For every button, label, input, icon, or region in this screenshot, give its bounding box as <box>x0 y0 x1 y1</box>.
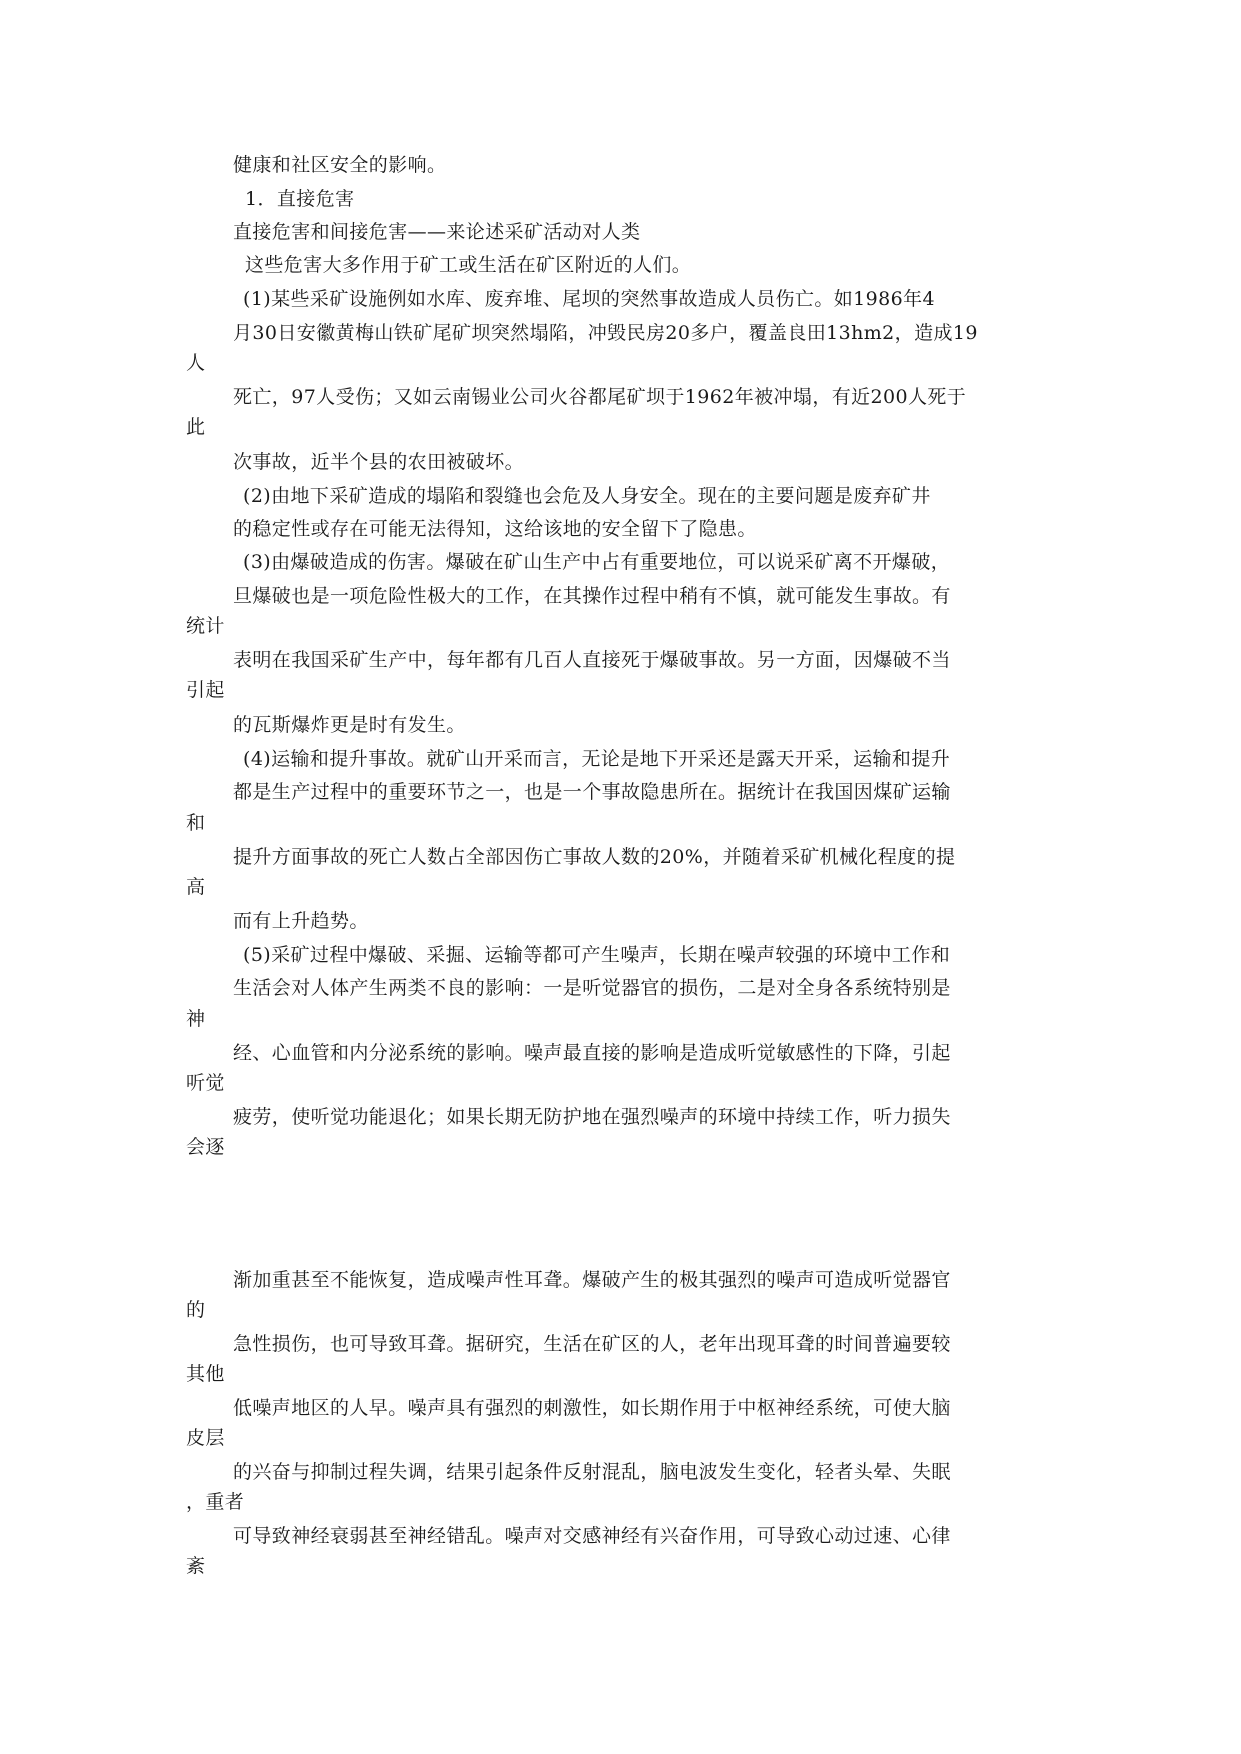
text-line: 的瓦斯爆炸更是时有发生。 <box>233 714 466 736</box>
text-line-wrap: 会逐 <box>186 1136 225 1158</box>
text-line: (1)某些采矿设施例如水库、废弃堆、尾坝的突然事故造成人员伤亡。如1986年4 <box>243 288 935 310</box>
text-line-wrap: 紊 <box>186 1555 206 1577</box>
text-line-wrap: ，重者 <box>186 1491 245 1513</box>
text-line-wrap: 引起 <box>186 679 225 701</box>
text-line: 直接危害和间接危害——来论述采矿活动对人类 <box>233 221 641 243</box>
text-line: 都是生产过程中的重要环节之一，也是一个事故隐患所在。据统计在我国因煤矿运输 <box>233 781 951 803</box>
text-line-wrap: 其他 <box>186 1363 225 1385</box>
text-line-wrap: 和 <box>186 812 206 834</box>
text-line-wrap: 神 <box>186 1008 206 1030</box>
text-line: 生活会对人体产生两类不良的影响：一是听觉器官的损伤，二是对全身各系统特别是 <box>233 977 951 999</box>
text-line: 旦爆破也是一项危险性极大的工作，在其操作过程中稍有不慎，就可能发生事故。有 <box>233 585 951 607</box>
text-line: 低噪声地区的人早。噪声具有强烈的刺激性，如长期作用于中枢神经系统，可使大脑 <box>233 1397 951 1419</box>
text-line-wrap: 人 <box>186 352 206 374</box>
text-line-wrap: 高 <box>186 876 206 898</box>
text-line: 疲劳，使听觉功能退化；如果长期无防护地在强烈噪声的环境中持续工作，听力损失 <box>233 1106 951 1128</box>
text-line: 经、心血管和内分泌系统的影响。噪声最直接的影响是造成听觉敏感性的下降，引起 <box>233 1042 951 1064</box>
text-line: 这些危害大多作用于矿工或生活在矿区附近的人们。 <box>245 254 692 276</box>
text-line-wrap: 此 <box>186 416 206 438</box>
text-line: 死亡，97人受伤；又如云南锡业公司火谷都尾矿坝于1962年被冲塌，有近200人死于 <box>233 386 967 408</box>
text-line: 渐加重甚至不能恢复，造成噪声性耳聋。爆破产生的极其强烈的噪声可造成听觉器官 <box>233 1269 951 1291</box>
text-line: 表明在我国采矿生产中，每年都有几百人直接死于爆破事故。另一方面，因爆破不当 <box>233 649 951 671</box>
text-line: (2)由地下采矿造成的塌陷和裂缝也会危及人身安全。现在的主要问题是废弃矿井 <box>243 485 931 507</box>
text-line: (5)采矿过程中爆破、采掘、运输等都可产生噪声，长期在噪声较强的环境中工作和 <box>243 944 951 966</box>
text-line: (3)由爆破造成的伤害。爆破在矿山生产中占有重要地位，可以说采矿离不开爆破， <box>243 551 951 573</box>
text-line-wrap: 统计 <box>186 615 225 637</box>
text-line: 的稳定性或存在可能无法得知，这给该地的安全留下了隐患。 <box>233 518 757 540</box>
text-line-wrap: 听觉 <box>186 1072 225 1094</box>
text-line: 月30日安徽黄梅山铁矿尾矿坝突然塌陷，冲毁民房20多户，覆盖良田13hm2，造成19 <box>233 322 978 344</box>
text-line-wrap: 的 <box>186 1299 206 1321</box>
text-line: 可导致神经衰弱甚至神经错乱。噪声对交感神经有兴奋作用，可导致心动过速、心律 <box>233 1525 951 1547</box>
text-line: 的兴奋与抑制过程失调，结果引起条件反射混乱，脑电波发生变化，轻者头晕、失眠 <box>233 1461 951 1483</box>
text-line: 提升方面事故的死亡人数占全部因伤亡事故人数的20%，并随着采矿机械化程度的提 <box>233 846 956 868</box>
text-line: 健康和社区安全的影响。 <box>233 154 447 176</box>
text-line: 次事故，近半个县的农田被破坏。 <box>233 451 525 473</box>
text-line: 而有上升趋势。 <box>233 910 369 932</box>
text-line: 急性损伤，也可导致耳聋。据研究，生活在矿区的人，老年出现耳聋的时间普遍要较 <box>233 1333 951 1355</box>
section-heading: 1．直接危害 <box>245 188 355 210</box>
text-line: (4)运输和提升事故。就矿山开采而言，无论是地下开采还是露天开采，运输和提升 <box>243 748 951 770</box>
text-line-wrap: 皮层 <box>186 1427 225 1449</box>
